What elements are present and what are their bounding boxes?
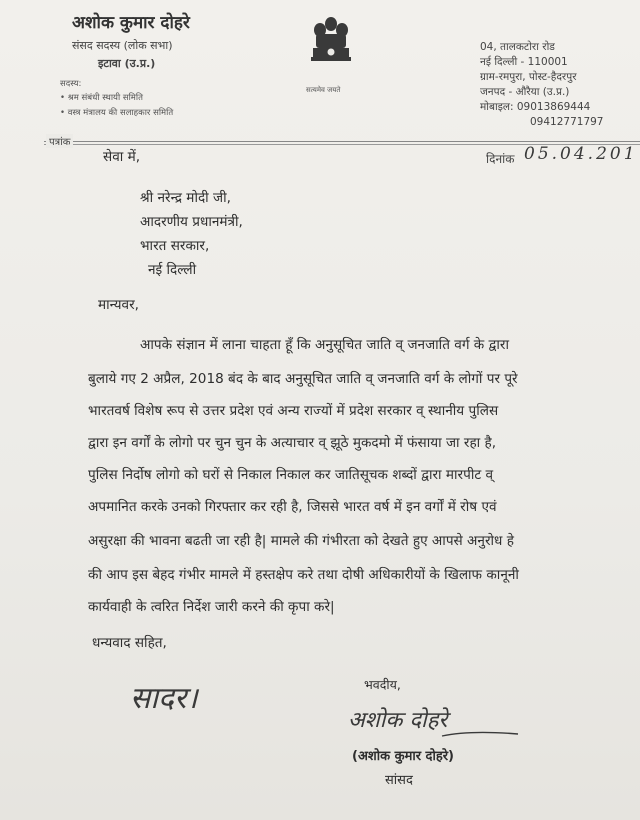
header-rule <box>44 141 640 142</box>
address-line: मोबाइल: 09013869444 <box>480 101 591 113</box>
body-line: द्वारा इन वर्गों के लोगो पर चुन चुन के अत्याचार व् झूठे मुकदमो में फंसाया जा रहा है, <box>88 435 497 451</box>
body-line: असुरक्षा की भावना बढती जा रही है| मामले की गंभीरता को देखते हुए आपसे अनुरोध हे <box>88 533 514 549</box>
salutation: मान्यवर, <box>98 297 139 313</box>
recipient-line: नई दिल्ली <box>148 262 197 278</box>
body-line: अपमानित करके उनको गिरफ्तार कर रही है, जिससे भारत वर्ष में इन वर्गों में रोष एवं <box>88 499 497 515</box>
national-emblem-icon <box>304 12 358 84</box>
body-line: भारतवर्ष विशेष रूप से उत्तर प्रदेश एवं अन्य राज्यों में प्रदेश सरकार व् स्थानीय पुलिस <box>88 403 499 419</box>
address-block <box>480 40 604 130</box>
sender-name: अशोक कुमार दोहरे <box>72 13 190 33</box>
signatory-title: सांसद <box>385 773 413 788</box>
recipient-line: आदरणीय प्रधानमंत्री, <box>140 214 243 230</box>
patrank-label: पत्रांक <box>46 134 73 148</box>
recipient-line: भारत सरकार, <box>140 238 210 254</box>
body-line: कार्यवाही के त्वरित निर्देश जारी करने की कृपा करे| <box>88 599 335 615</box>
committee-1: • श्रम संबंधी स्थायी समिति <box>60 93 143 103</box>
committee-2: • वस्त्र मंत्रालय की सलाहकार समिति <box>60 108 174 118</box>
body-line: पुलिस निर्दोष लोगो को घरों से निकाल निकाल कर जातिसूचक शब्दों द्वारा मारपीट व् <box>88 467 494 483</box>
address-line: जनपद - औरैया (उ.प्र.) <box>480 86 570 98</box>
member-label: सदस्य: <box>60 79 82 89</box>
date-value: 05.04.201 <box>524 144 638 164</box>
thanks-line: धन्यवाद सहित, <box>92 635 167 651</box>
address-line: 04, तालकटोरा रोड <box>480 41 555 53</box>
handwritten-note: सादर। <box>130 681 198 716</box>
sender-designation: संसद सदस्य (लोक सभा) <box>72 39 173 52</box>
address-line: 09412771797 <box>530 116 604 128</box>
body-line: बुलाये गए 2 अप्रैल, 2018 बंद के बाद अनुसूचित जाति व् जनजाति वर्ग के लोगों पर पूरे <box>88 371 518 387</box>
date-label: दिनांक <box>486 152 515 166</box>
signatory-name: (अशोक कुमार दोहरे) <box>352 749 454 764</box>
signature-underline-icon <box>440 728 520 740</box>
sewa-me: सेवा में, <box>103 149 141 165</box>
sender-constituency: इटावा (उ.प्र.) <box>98 57 156 70</box>
body-line: आपके संज्ञान में लाना चाहता हूँ कि अनुसूचित जाति व् जनजाति वर्ग के द्वारा <box>140 337 509 353</box>
emblem-caption: सत्यमेव जयते <box>306 86 341 94</box>
signature: अशोक दोहरे <box>348 708 448 733</box>
yours-line: भवदीय, <box>364 677 401 692</box>
recipient-line: श्री नरेन्द्र मोदी जी, <box>140 190 231 206</box>
body-line: की आप इस बेहद गंभीर मामले में हस्तक्षेप करे तथा दोषी अधिकारीयों के खिलाफ कानूनी <box>88 567 519 583</box>
address-line: नई दिल्ली - 110001 <box>480 56 568 68</box>
address-line: ग्राम-रमपुरा, पोस्ट-हैदरपुर <box>480 71 577 83</box>
recipient-block <box>140 186 243 282</box>
